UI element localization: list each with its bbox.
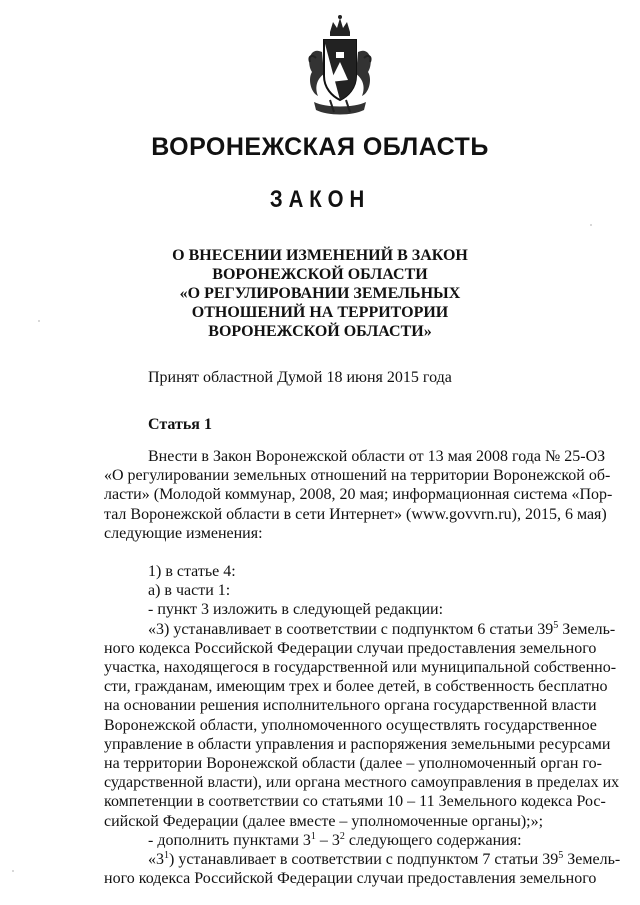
paragraph-line: на основании решения исполнительного органа государственной власти [104, 697, 597, 715]
paragraph-line: «О регулировании земельных отношений на территории Воронежской об- [104, 467, 611, 485]
paragraph-line: «$3^1$) устанавливает в соответствии с подпунктом 7 статьи $39^5$ Земель- [148, 850, 621, 869]
law-title-line: ОТНОШЕНИЙ НА ТЕРРИТОРИИ [191, 304, 449, 321]
law-title-line: «О РЕГУЛИРОВАНИИ ЗЕМЕЛЬНЫХ [179, 285, 461, 302]
region-title: ВОРОНЕЖСКАЯ ОБЛАСТЬ [151, 133, 489, 161]
paragraph-line: ного кодекса Российской Федерации случаи предоставления земельного [104, 639, 597, 657]
paragraph-line: участка, находящегося в государственной или муниципальной собственно- [104, 659, 617, 677]
paragraph-line: сти, гражданам, имеющим трех и более детей, в собственность бесплатно [104, 678, 608, 696]
list-item: а) в части 1: [148, 582, 231, 600]
paragraph-line: следующие изменения: [104, 524, 263, 542]
list-item: - пункт 3 изложить в следующей редакции: [148, 601, 444, 619]
scan-speck [38, 320, 40, 322]
paragraph-line: Воронежской области, уполномоченного осуществлять государственное [104, 716, 597, 734]
list-item: 1) в статье 4: [148, 563, 236, 581]
paragraph-line: сударственной власти), или органа местного самоуправления в пределах их [104, 774, 620, 792]
list-item: - дополнить пунктами $3^1 - 3^2$ следующего содержания: [148, 830, 522, 849]
law-title-line: О ВНЕСЕНИИ ИЗМЕНЕНИЙ В ЗАКОН [172, 247, 468, 264]
paragraph-line: Внести в Закон Воронежской области от 13 мая 2008 года № 25-ОЗ [148, 448, 606, 465]
paragraph-line: ного кодекса Российской Федерации случаи предоставления земельного [104, 870, 597, 888]
voronezh-coat-of-arms-icon [300, 12, 380, 118]
adoption-date: Принят областной Думой 18 июня 2015 года [148, 369, 452, 386]
scan-speck [12, 870, 14, 872]
paragraph-line: «3) устанавливает в соответствии с подпунктом 6 статьи $39^5$ Земель- [148, 619, 616, 638]
document-type: ЗАКОН [269, 186, 371, 213]
paragraph-line: тал Воронежской области в сети Интернет» (www.govvrn.ru), 2015, 6 мая) [104, 505, 607, 523]
paragraph-line: сийской Федерации (далее вместе – уполномоченные органы);»; [104, 812, 544, 830]
law-title [150, 246, 490, 341]
paragraph-line: на территории Воронежской области (далее – уполномоченный орган го- [104, 755, 602, 773]
paragraph-line: ласти» (Молодой коммунар, 2008, 20 мая; информационная система «Пор- [104, 486, 613, 504]
paragraph-line: компетенции в соответствии со статьями 10 – 11 Земельного кодекса Рос- [104, 793, 606, 811]
law-title-line: ВОРОНЕЖСКОЙ ОБЛАСТИ» [208, 323, 432, 340]
paragraph-line: управление в области управления и распоряжения земельными ресурсами [104, 735, 611, 753]
article-body [104, 447, 621, 888]
law-title-line: ВОРОНЕЖСКОЙ ОБЛАСТИ [212, 266, 428, 283]
article-title: Статья 1 [148, 416, 212, 433]
scan-speck [590, 224, 592, 226]
